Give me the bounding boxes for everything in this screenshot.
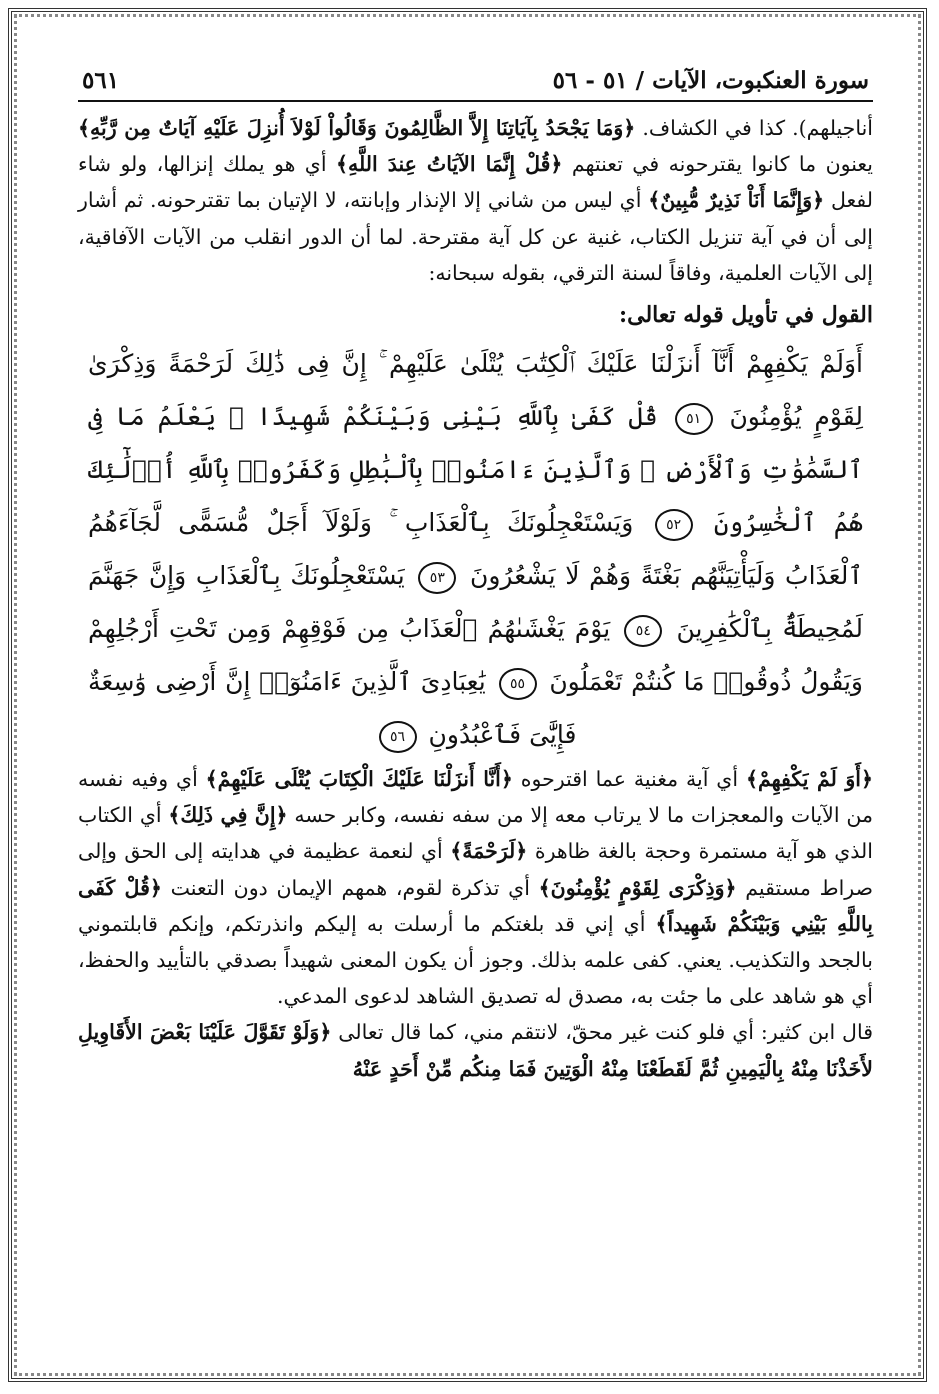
text-run: أي ليس من شاني إلا الإنذار وإبانته، لا الإتيان بما تقترحونه. ثم أشار إلى أن في آية تنزيل الكتاب، غنية عن كل آية مقترحة. لما أن الدور انقلب من الآيات الآفاقية، إلى الآيات العلمية، وفاقاً لسنة الترقي، بقوله سبحانه: (78, 188, 873, 285)
intro-paragraph (78, 110, 873, 291)
text-run: أي وفيه نفسه من الآيات والمعجزات ما لا يرتاب معه إلا من سفه نفسه، وكابر حسه (78, 767, 873, 828)
verse-text: قُلْ كَفَىٰ بِٱللَّهِ بَيْنِى وَبَيْنَكُمْ شَهِيدًا ۖ يَعْلَمُ مَا فِى ٱلسَّمَٰوَٰتِ وَٱلْأَرْضِ ۗ وَٱلَّذِينَ ءَامَنُوا۟ بِٱلْبَٰطِلِ وَكَفَرُوا۟ بِٱللَّهِ أُو۟لَٰٓئِكَ هُمُ ٱلْخَٰسِرُونَ (88, 402, 864, 538)
text-run: أي تذكرة لقوم، همهم الإيمان دون التعنت (161, 875, 539, 900)
book-page (78, 58, 873, 1358)
verse-text: أَوَلَمْ يَكْفِهِمْ أَنَّآ أَنزَلْنَا عَلَيْكَ ٱلْكِتَٰبَ يُتْلَىٰ عَلَيْهِمْ ۚ إِنَّ فِى ذَٰلِكَ لَرَحْمَةً وَذِكْرَىٰ لِقَوْمٍ يُؤْمِنُونَ (88, 349, 863, 432)
ibn-kathir-paragraph (78, 1014, 873, 1086)
surah-title: سورة العنكبوت، الآيات (652, 67, 869, 94)
text-run: أناجيلهم). كذا في الكشاف. (635, 116, 873, 140)
text-run: أي آية مغنية عما اقترحوه (512, 767, 746, 792)
running-header (78, 58, 873, 102)
quran-quote: ﴿وَإِنَّمَا أَنَاْ نَذِيرٌ مُّبِينٌ﴾ (648, 188, 825, 213)
text-run: أي الكتاب الذي هو آية مستمرة وحجة بالغة ظاهرة (78, 803, 873, 864)
quran-quote: ﴿قُلْ كَفَى بِاللَّهِ بَيْنِي وَبَيْنَكُمْ شَهِيداً﴾ (78, 875, 873, 936)
verse-text: وَيَسْتَعْجِلُونَكَ بِٱلْعَذَابِ ۚ وَلَوْلَآ أَجَلٌ مُّسَمًّى لَّجَآءَهُمُ ٱلْعَذَابُ وَلَيَأْتِيَنَّهُم بَغْتَةً وَهُمْ لَا يَشْعُرُونَ (88, 508, 863, 591)
ayah-number-marker: ٥١ (675, 403, 713, 435)
commentary-paragraph (78, 761, 873, 1014)
ayat-range: ٥١ - ٥٦ (552, 67, 628, 94)
quran-quote: ﴿لَرَحْمَةً﴾ (450, 839, 528, 864)
ayah-number-marker: ٥٥ (499, 668, 537, 700)
ayah-number-marker: ٥٦ (379, 721, 417, 753)
header-title: سورة العنكبوت، الآيات/٥١ - ٥٦ (552, 67, 869, 94)
quran-verses (78, 337, 873, 761)
verse-text: يَسْتَعْجِلُونَكَ بِٱلْعَذَابِ وَإِنَّ جَهَنَّمَ لَمُحِيطَةٌۢ بِٱلْكَٰفِرِينَ (88, 561, 863, 644)
section-heading: القول في تأويل قوله تعالى: (619, 302, 873, 329)
quran-quote: ﴿قُلْ إِنَّمَا الآيَاتُ عِندَ اللَّهِ﴾ (335, 152, 563, 177)
ayah-number-marker: ٥٢ (655, 509, 693, 541)
ayah-number-marker: ٥٣ (418, 562, 456, 594)
quran-quote: ﴿وَذِكْرَى لِقَوْمٍ يُؤْمِنُونَ﴾ (538, 875, 737, 900)
verse-text: يَوْمَ يَغْشَىٰهُمُ ٱلْعَذَابُ مِن فَوْقِهِمْ وَمِن تَحْتِ أَرْجُلِهِمْ وَيَقُولُ ذُوقُوا۟ مَا كُنتُمْ تَعْمَلُونَ (88, 614, 864, 697)
quran-quote: ﴿أَوَ لَمْ يَكْفِهِمْ﴾ (745, 767, 873, 792)
quran-quote: ﴿أَنَّا أَنزَلْنَا عَلَيْكَ الْكِتَابَ يُتْلَى عَلَيْهِمْ﴾ (205, 767, 513, 792)
text-run: يعنون ما كانوا يقترحونه في تعنتهم (562, 152, 873, 177)
text-run: قال ابن كثير: أي فلو كنت غير محقّ، لانتقم مني، كما قال تعالى (331, 1020, 873, 1045)
text-run: أي إني قد بلغتكم ما أرسلت به إليكم وانذرتكم، وإنكم قابلتموني بالجحد والتكذيب. يعني. كفى علمه بذلك. وجوز أن يكون المعنى شهيداً بصدقي بالتأييد والحفظ، أي هو شاهد على ما جئت به، مصدق له تصديق الشاهد لدعوى المدعي. (78, 911, 873, 1009)
main-text (78, 110, 873, 1087)
quran-quote: ﴿وَلَوْ تَقَوَّلَ عَلَيْنَا بَعْضَ الأَقَاوِيلِ لأَخَذْنَا مِنْهُ بِالْيَمِينِ ثُمَّ لَقَطَعْنَا مِنْهُ الْوَتِينَ فَمَا مِنكُم مِّنْ أَحَدٍ عَنْهُ (78, 1020, 873, 1081)
quran-quote: ﴿إِنَّ فِي ذَلِكَ﴾ (168, 803, 288, 828)
quran-quote: ﴿وَمَا يَجْحَدُ بِآيَاتِنَا إِلاَّ الظَّالِمُونَ وَقَالُواْ لَوْلاَ أُنزِلَ عَلَيْهِ آيَاتٌ مِن رَّبِّهِ﴾ (78, 116, 636, 140)
verse-text: يَٰعِبَادِىَ ٱلَّذِينَ ءَامَنُوٓا۟ إِنَّ أَرْضِى وَٰسِعَةٌ فَإِيَّٰىَ فَٱعْبُدُونِ (88, 667, 577, 750)
text-run: أي هو يملك إنزالها، ولو شاء لفعل (78, 152, 873, 213)
text-run: أي لنعمة عظيمة في هدايته إلى الحق وإلى صراط مستقيم (78, 839, 873, 900)
ayah-number-marker: ٥٤ (624, 615, 662, 647)
page-number: ٥٦١ (82, 67, 120, 94)
